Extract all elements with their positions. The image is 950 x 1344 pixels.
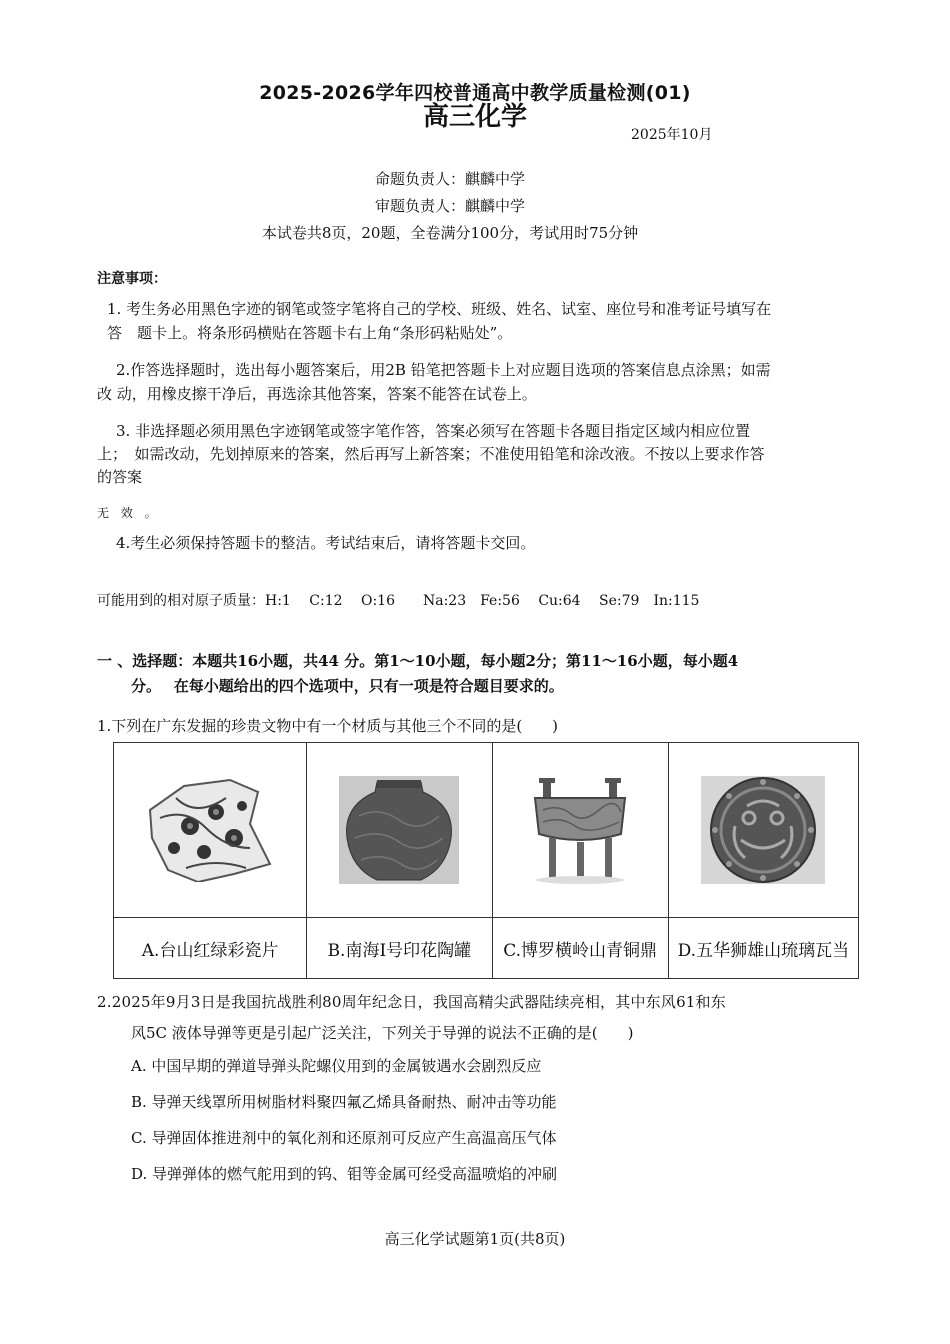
q2-stem-line-2: 风5C 液体导弹等更是引起广泛关注，下列关于导弹的说法不正确的是( )	[131, 1024, 634, 1042]
notice-item-3-line-4: 无 效 。	[97, 506, 161, 520]
exam-info-line: 本试卷共8页，20题，全卷满分100分，考试用时75分钟	[261, 224, 639, 242]
section-1-line-1: 一 、选择题：本题共16小题，共44 分。第1～10小题，每小题2分；第11～16小题，每小题4	[97, 652, 739, 670]
proposer-line: 命题负责人：麒麟中学	[374, 170, 525, 188]
atomic-masses: 可能用到的相对原子质量：H:1 C:12 O:16 Na:23 Fe:56 Cu:64 Se:79 In:115	[97, 593, 700, 609]
bronze-ding-image	[525, 776, 635, 884]
notice-item-1-line-2: 答 题卡上。将条形码横贴在答题卡右上角“条形码粘贴处”。	[107, 324, 513, 342]
q1-image-cell-a	[114, 743, 307, 918]
pottery-jar-image	[339, 776, 459, 884]
porcelain-shard-image	[146, 778, 274, 882]
notice-item-3-line-1: 3. 非选择题必须用黑色字迹钢笔或签字笔作答，答案必须写在答题卡各题目指定区域内相应位置	[116, 422, 751, 440]
notice-heading: 注意事项：	[97, 271, 167, 287]
q1-option-a: A.台山红绿彩瓷片	[114, 918, 307, 979]
q1-option-c: C.博罗横岭山青铜鼎	[492, 918, 668, 979]
q2-stem-line-1: 2.2025年9月3日是我国抗战胜利80周年纪念日，我国高精尖武器陆续亮相，其中东风61和东	[97, 993, 726, 1011]
notice-item-3-line-2: 上； 如需改动，先划掉原来的答案，然后再写上新答案；不准使用铅笔和涂改液。不按以上要求作答	[97, 445, 765, 463]
q2-option-b: B. 导弹天线罩所用树脂材料聚四氟乙烯具备耐热、耐冲击等功能	[131, 1093, 557, 1111]
q1-option-d: D.五华狮雄山琉璃瓦当	[668, 918, 858, 979]
exam-title: 2025-2026学年四校普通高中教学质量检测(01)	[259, 82, 691, 104]
notice-item-4: 4.考生必须保持答题卡的整洁。考试结束后，请将答题卡交回。	[116, 534, 536, 552]
q2-option-a: A. 中国早期的弹道导弹头陀螺仪用到的金属铍遇水会剧烈反应	[131, 1057, 542, 1075]
q1-image-cell-d	[668, 743, 858, 918]
subject-title: 高三化学	[422, 102, 527, 132]
notice-item-2-line-1: 2.作答选择题时，选出每小题答案后，用2B 铅笔把答题卡上对应题目选项的答案信息点涂黑；如需	[116, 361, 771, 379]
notice-item-1-line-1: 1. 考生务必用黑色字迹的钢笔或签字笔将自己的学校、班级、姓名、试室、座位号和准考证号填写在	[107, 300, 772, 318]
page-footer: 高三化学试题第1页(共8页)	[384, 1230, 566, 1248]
q1-artifact-table	[113, 742, 859, 979]
notice-item-2-line-2: 改 动，用橡皮擦干净后，再选涂其他答案，答案不能答在试卷上。	[97, 385, 537, 403]
q1-stem: 1.下列在广东发掘的珍贵文物中有一个材质与其他三个不同的是( )	[97, 717, 559, 735]
glazed-tile-end-image	[701, 776, 825, 884]
exam-date: 2025年10月	[631, 127, 713, 143]
q2-option-d: D. 导弹弹体的燃气舵用到的钨、钼等金属可经受高温喷焰的冲刷	[131, 1165, 558, 1183]
reviewer-line: 审题负责人：麒麟中学	[374, 197, 525, 215]
q2-option-c: C. 导弹固体推进剂中的氧化剂和还原剂可反应产生高温高压气体	[131, 1129, 557, 1147]
q1-image-cell-b	[307, 743, 492, 918]
notice-item-3-line-3: 的答案	[97, 468, 143, 486]
q1-option-b: B.南海Ⅰ号印花陶罐	[307, 918, 492, 979]
section-1-line-2: 分。 在每小题给出的四个选项中，只有一项是符合题目要求的。	[131, 677, 564, 695]
q1-image-cell-c	[492, 743, 668, 918]
